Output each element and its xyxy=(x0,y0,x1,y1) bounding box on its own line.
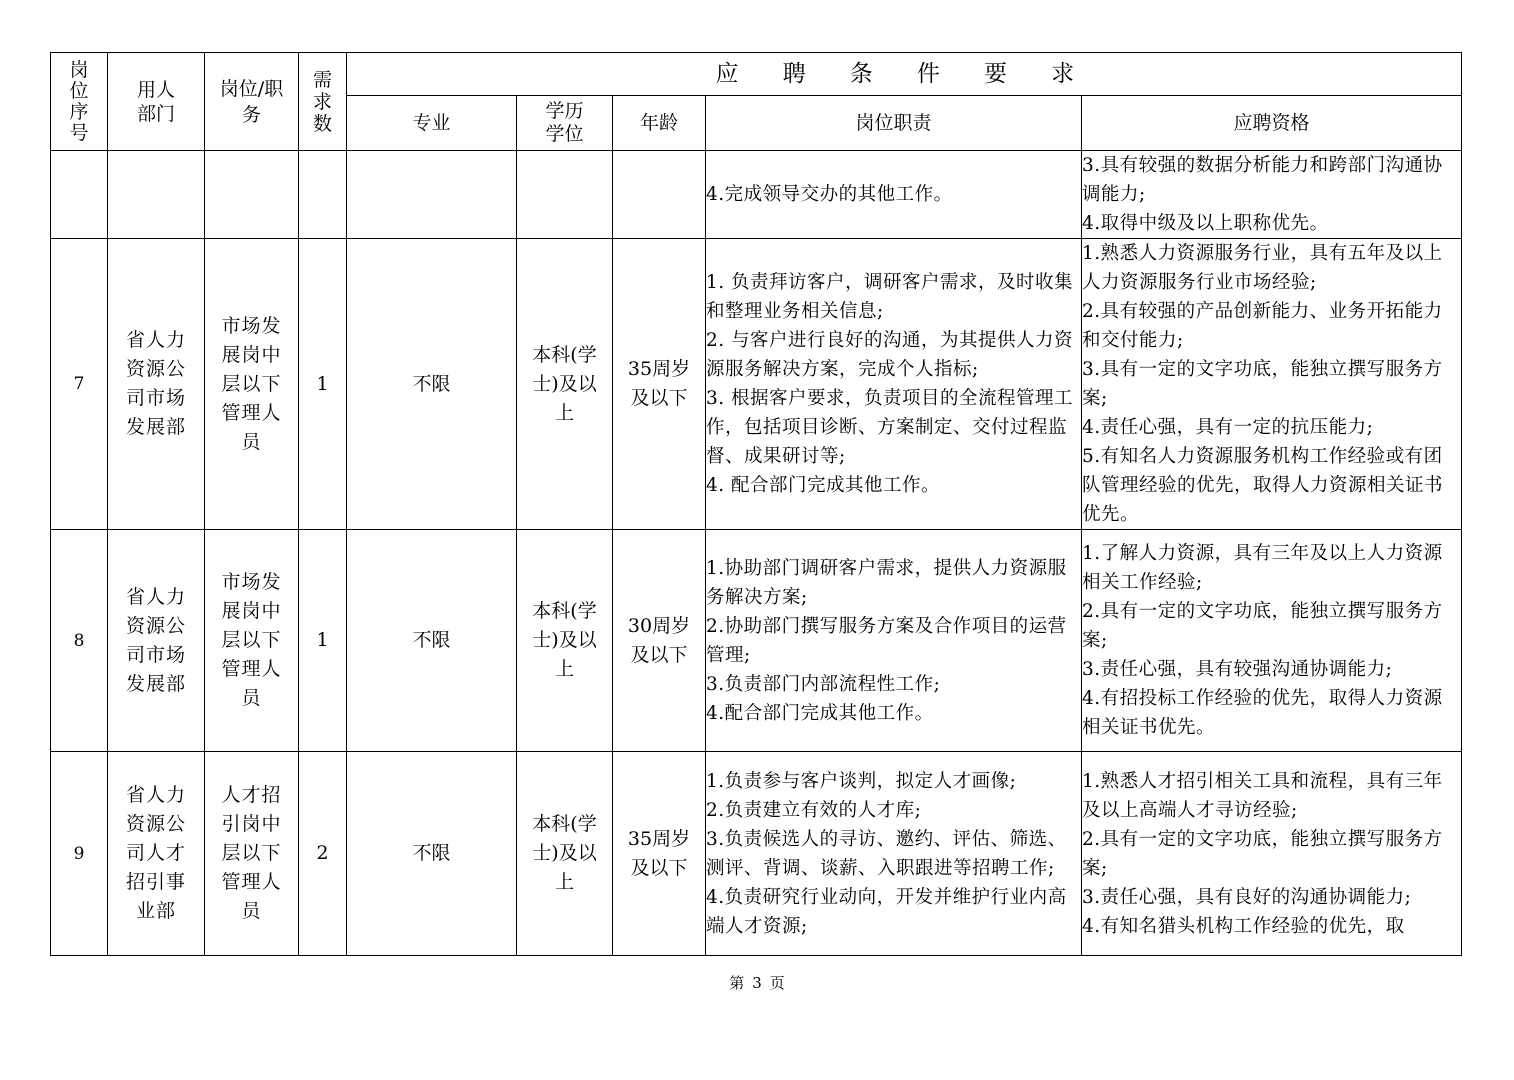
cell-major: 不限 xyxy=(347,239,517,530)
table-row xyxy=(51,752,1462,956)
cell-seq: 7 xyxy=(51,239,108,530)
cell-seq: 8 xyxy=(51,530,108,752)
cell-position: 市场发展岗中层以下管理人员 xyxy=(205,239,299,530)
recruitment-table xyxy=(50,52,1462,956)
header-qualification: 应聘资格 xyxy=(1082,96,1462,151)
header-title: 应 聘 条 件 要 求 xyxy=(347,53,1462,96)
header-duty: 岗位职责 xyxy=(706,96,1082,151)
header-education: 学历 学位 xyxy=(517,96,613,151)
page-prefix: 第 xyxy=(729,974,745,992)
page-footer xyxy=(0,972,1514,993)
cell-duty: 1. 负责拜访客户，调研客户需求，及时收集和整理业务相关信息; 2. 与客户进行良好的沟通，为其提供人力资源服务解决方案，完成个人指标; 3. 根据客户要求，负责项目的全流程管理工作，包括项目诊断、方案制定、交付过程监督、成果研讨等; 4. 配合部门完成其他工作。 xyxy=(706,239,1082,530)
cell-qualification: 1.熟悉人力资源服务行业，具有五年及以上人力资源服务行业市场经验; 2.具有较强的产品创新能力、业务开拓能力和交付能力; 3.具有一定的文字功底，能独立撰写服务方案; 4.责任心强，具有一定的抗压能力; 5.有知名人力资源服务机构工作经验或有团队管理经验的优先，取得人力资源相关证书优先。 xyxy=(1082,239,1462,530)
cell-qualification: 1.了解人力资源，具有三年及以上人力资源相关工作经验; 2.具有一定的文字功底，能独立撰写服务方案; 3.责任心强，具有较强沟通协调能力; 4.有招投标工作经验的优先，取得人力资源相关证书优先。 xyxy=(1082,530,1462,752)
page-number: 3 xyxy=(752,974,762,992)
page-suffix: 页 xyxy=(769,974,785,992)
cell-count: 1 xyxy=(299,530,347,752)
cell-age xyxy=(613,151,706,239)
header-seq: 岗 位 序 号 xyxy=(51,53,108,151)
header-count: 需 求 数 xyxy=(299,53,347,151)
cell-position: 人才招引岗中层以下管理人员 xyxy=(205,752,299,956)
header-age: 年龄 xyxy=(613,96,706,151)
cell-duty: 4.完成领导交办的其他工作。 xyxy=(706,151,1082,239)
cell-count xyxy=(299,151,347,239)
cell-major xyxy=(347,151,517,239)
table-row xyxy=(51,530,1462,752)
cell-qualification: 1.熟悉人才招引相关工具和流程，具有三年及以上高端人才寻访经验; 2.具有一定的文字功底，能独立撰写服务方案; 3.责任心强，具有良好的沟通协调能力; 4.有知名猎头机构工作经验的优先，取 xyxy=(1082,752,1462,956)
cell-age: 30周岁及以下 xyxy=(613,530,706,752)
table-row xyxy=(51,151,1462,239)
cell-dept: 省人力资源公司市场发展部 xyxy=(108,530,205,752)
cell-seq: 9 xyxy=(51,752,108,956)
cell-major: 不限 xyxy=(347,752,517,956)
header-dept: 用人 部门 xyxy=(108,53,205,151)
cell-position xyxy=(205,151,299,239)
table-row xyxy=(51,239,1462,530)
cell-education: 本科(学士)及以上 xyxy=(517,752,613,956)
cell-major: 不限 xyxy=(347,530,517,752)
cell-dept xyxy=(108,151,205,239)
cell-age: 35周岁及以下 xyxy=(613,239,706,530)
cell-education xyxy=(517,151,613,239)
cell-age: 35周岁及以下 xyxy=(613,752,706,956)
cell-qualification: 3.具有较强的数据分析能力和跨部门沟通协调能力; 4.取得中级及以上职称优先。 xyxy=(1082,151,1462,239)
cell-education: 本科(学士)及以上 xyxy=(517,530,613,752)
cell-duty: 1.协助部门调研客户需求，提供人力资源服务解决方案; 2.协助部门撰写服务方案及合作项目的运营管理; 3.负责部门内部流程性工作; 4.配合部门完成其他工作。 xyxy=(706,530,1082,752)
cell-count: 2 xyxy=(299,752,347,956)
header-position: 岗位/职 务 xyxy=(205,53,299,151)
cell-education: 本科(学士)及以上 xyxy=(517,239,613,530)
cell-duty: 1.负责参与客户谈判，拟定人才画像; 2.负责建立有效的人才库; 3.负责候选人的寻访、邀约、评估、筛选、测评、背调、谈薪、入职跟进等招聘工作; 4.负责研究行业动向，开发并维护行业内高端人才资源; xyxy=(706,752,1082,956)
cell-dept: 省人力资源公司人才招引事业部 xyxy=(108,752,205,956)
header-major: 专业 xyxy=(347,96,517,151)
cell-seq xyxy=(51,151,108,239)
cell-count: 1 xyxy=(299,239,347,530)
cell-dept: 省人力资源公司市场发展部 xyxy=(108,239,205,530)
cell-position: 市场发展岗中层以下管理人员 xyxy=(205,530,299,752)
